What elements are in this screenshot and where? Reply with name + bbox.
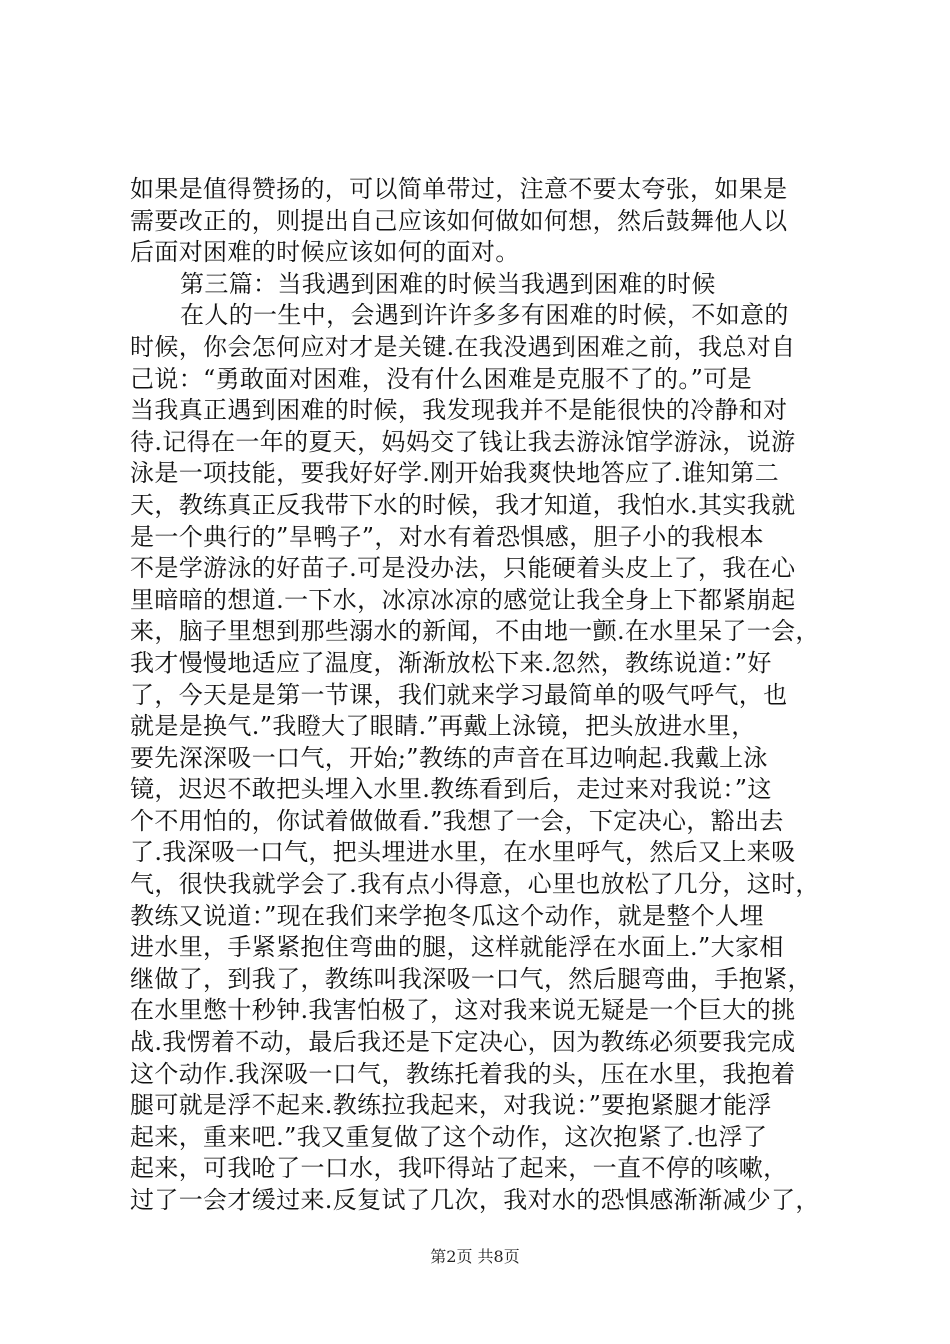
- text-line: 这个动作.我深吸一口气，教练托着我的头，压在水里，我抱着: [130, 1059, 796, 1088]
- text-line: 后面对困难的时候应该如何的面对。: [130, 238, 520, 267]
- text-line: 气，很快我就学会了.我有点小得意，心里也放松了几分，这时，: [130, 870, 820, 899]
- text-line: 在人的一生中，会遇到许许多多有困难的时候，不如意的: [180, 301, 789, 330]
- text-line: 我才慢慢地适应了温度，渐渐放松下来.忽然，教练说道：”好: [130, 648, 772, 677]
- text-line: 里暗暗的想道.一下水，冰凉冰凉的感觉让我全身上下都紧崩起: [130, 585, 796, 614]
- text-line: 时候，你会怎何应对才是关键.在我没遇到困难之前，我总对自: [130, 332, 796, 361]
- text-line: 教练又说道：”现在我们来学抱冬瓜这个动作，就是整个人埋: [130, 901, 764, 930]
- text-line: 天，教练真正反我带下水的时候，我才知道，我怕水.其实我就: [130, 490, 796, 519]
- text-line: 是一个典行的”旱鸭子”，对水有着恐惧感，胆子小的我根本: [130, 522, 764, 551]
- text-line: 继做了，到我了，教练叫我深吸一口气，然后腿弯曲，手抱紧，: [130, 964, 812, 993]
- text-line: 战.我愣着不动，最后我还是下定决心，因为教练必须要我完成: [130, 1028, 796, 1057]
- text-line: 个不用怕的，你试着做做看.”我想了一会，下定决心，豁出去: [130, 806, 784, 835]
- body-text: [130, 174, 830, 1217]
- section-heading: 第三篇：当我遇到困难的时候当我遇到困难的时候: [180, 269, 716, 298]
- text-line: 在水里憋十秒钟.我害怕极了，这对我来说无疑是一个巨大的挑: [130, 996, 796, 1025]
- text-line: 起来，重来吧.”我又重复做了这个动作，这次抱紧了.也浮了: [130, 1122, 768, 1151]
- text-line: 就是是换气.”我瞪大了眼睛.”再戴上泳镜，把头放进水里，: [130, 712, 756, 741]
- text-line: 了.我深吸一口气，把头埋进水里，在水里呼气，然后又上来吸: [130, 838, 796, 867]
- text-line: 己说：“勇敢面对困难，没有什么困难是克服不了的。”可是: [130, 364, 752, 393]
- text-line: 起来，可我呛了一口水，我吓得站了起来，一直不停的咳嗽，: [130, 1154, 788, 1183]
- text-line: 进水里，手紧紧抱住弯曲的腿，这样就能浮在水面上.”大家相: [130, 933, 784, 962]
- text-line: 不是学游泳的好苗子.可是没办法，只能硬着头皮上了，我在心: [130, 554, 796, 583]
- text-line: 要先深深吸一口气，开始;”教练的声音在耳边响起.我戴上泳: [130, 743, 768, 772]
- text-line: 待.记得在一年的夏天，妈妈交了钱让我去游泳馆学游泳，说游: [130, 427, 796, 456]
- page-number: 第2页 共8页: [430, 1247, 520, 1266]
- text-line: 来，脑子里想到那些溺水的新闻，不由地一颤.在水里呆了一会，: [130, 617, 820, 646]
- text-line: 当我真正遇到困难的时候，我发现我并不是能很快的冷静和对: [130, 396, 788, 425]
- text-line: 如果是值得赞扬的，可以简单带过，注意不要太夸张，如果是: [130, 175, 788, 203]
- text-line: 需要改正的，则提出自己应该如何做如何想，然后鼓舞他人以: [130, 206, 788, 235]
- text-line: 了，今天是是第一节课，我们就来学习最简单的吸气呼气，也: [130, 680, 788, 709]
- text-line: 腿可就是浮不起来.教练拉我起来，对我说：”要抱紧腿才能浮: [130, 1091, 772, 1120]
- text-line: 过了一会才缓过来.反复试了几次，我对水的恐惧感渐渐减少了，: [130, 1186, 820, 1214]
- text-line: 镜，迟迟不敢把头埋入水里.教练看到后，走过来对我说：”这: [130, 775, 772, 804]
- text-line: 泳是一项技能，要我好好学.刚开始我爽快地答应了.谁知第二: [130, 459, 780, 488]
